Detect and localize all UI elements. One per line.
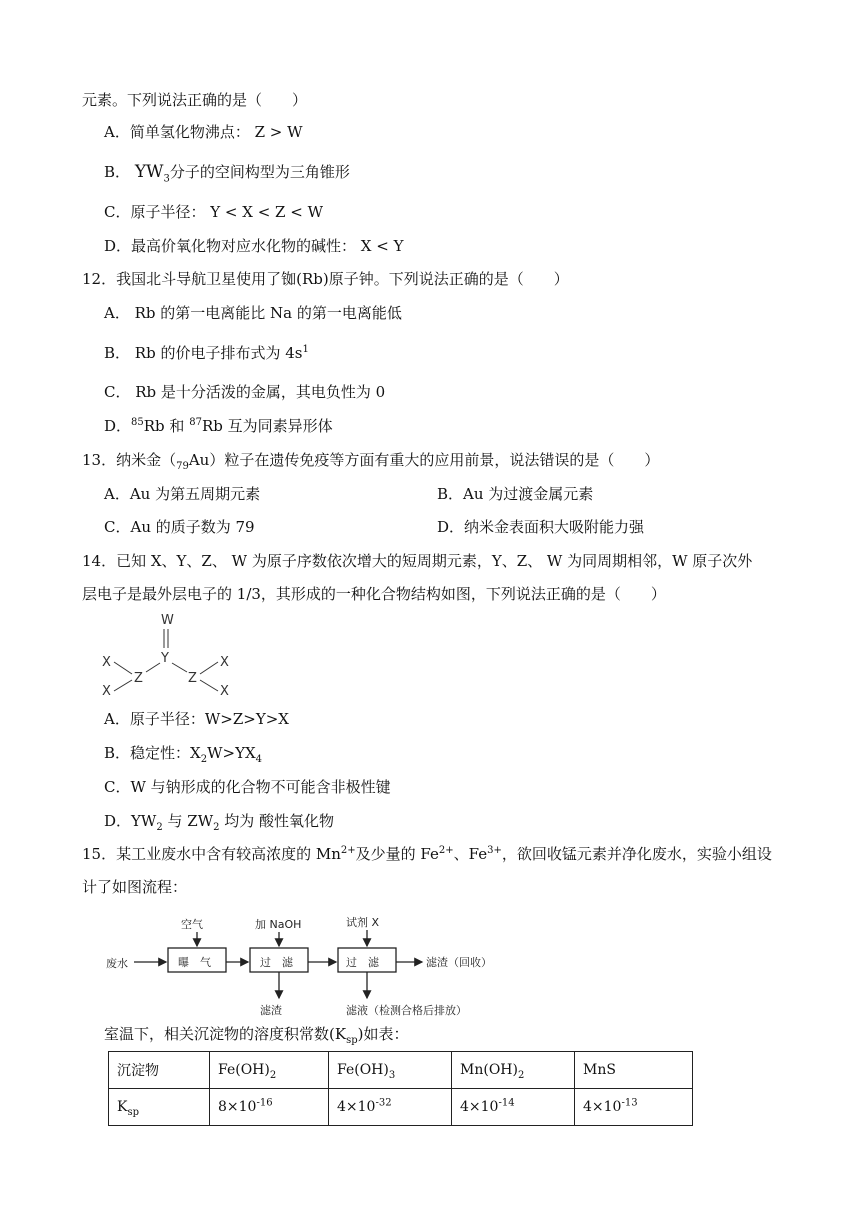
superscript: -32 (375, 1097, 392, 1109)
option-text: W 与钠形成的化合物不可能含非极性键 (130, 778, 391, 796)
option-letter: B． (104, 344, 131, 362)
table-cell (210, 1089, 329, 1126)
q11-option-d (104, 235, 404, 257)
option-text: Rb 的价电子排布式为 4s (130, 344, 303, 362)
option-letter: D． (104, 417, 132, 435)
q13-stem (82, 449, 659, 471)
q11-stem-tail: 元素。下列说法正确的是（ ） (82, 91, 308, 109)
table-row (109, 1089, 693, 1126)
flow-box1-top-label: 空气 (181, 918, 203, 931)
superscript: 3+ (487, 845, 502, 856)
superscript: -14 (498, 1097, 515, 1109)
superscript: 87 (189, 417, 202, 428)
table-row (109, 1052, 693, 1089)
subscript: sp (346, 1035, 358, 1046)
ksp-table (108, 1051, 693, 1126)
option-letter: B． (437, 485, 464, 503)
cell-text: 4×10 (583, 1099, 622, 1115)
option-letter: C． (104, 518, 131, 536)
q13-option-c (104, 516, 255, 538)
atom-z-right: Z (188, 671, 197, 686)
subscript: 79 (176, 461, 189, 472)
q12-stem: 12．我国北斗导航卫星使用了铷(Rb)原子钟。下列说法正确的是（ ） (82, 270, 569, 288)
flow-box3-label: 过 滤 (346, 956, 379, 969)
stem-text: Au）粒子在遗传免疫等方面有重大的应用前景，说法错误的是（ ） (188, 451, 660, 469)
subscript: 2 (213, 822, 220, 833)
bond (146, 663, 160, 672)
option-text: 均为 酸性氧化物 (219, 812, 335, 830)
option-text: Au 为过渡金属元素 (463, 485, 594, 503)
flow-box3-bottom-label: 滤液（检测合格后排放） (346, 1004, 467, 1016)
option-text: 与 ZW (162, 812, 214, 830)
q14-option-b (104, 742, 262, 764)
cell-text: 8×10 (218, 1099, 257, 1115)
q15-stem-line2: 计了如图流程： (82, 878, 188, 896)
table-cell (329, 1089, 452, 1126)
option-letter: B． (104, 744, 131, 762)
superscript: 2+ (340, 845, 356, 856)
option-letter: A． (104, 304, 130, 322)
flow-box3-right-label: 滤渣（回收） (426, 956, 492, 969)
superscript: 1 (302, 344, 309, 355)
option-text: Au 为第五周期元素 (129, 485, 261, 503)
atom-z-left: Z (134, 671, 143, 686)
subscript: 2 (517, 1069, 525, 1081)
option-text: Rb 的第一电离能比 Na 的第一电离能低 (129, 304, 402, 322)
q14-stem-line1: 14．已知 X、Y、Z、 W 为原子序数依次增大的短周期元素，Y、Z、 W 为同周期相邻，W 原子次外 (82, 552, 753, 570)
q12-option-d (104, 415, 333, 437)
superscript: -13 (621, 1097, 638, 1109)
subscript: 2 (269, 1069, 277, 1081)
atom-x-2: X (102, 684, 111, 699)
option-text: 最高价氧化物对应水化物的碱性： X < Y (131, 237, 404, 255)
subscript: 3 (388, 1069, 396, 1081)
q12-option-a (104, 302, 402, 324)
atom-x-4: X (220, 684, 229, 699)
table-header-cell (109, 1052, 210, 1089)
subscript: sp (127, 1106, 140, 1118)
option-letter: D． (104, 812, 132, 830)
option-text: Rb 和 (143, 417, 190, 435)
option-text: 纳米金表面积大吸附能力强 (464, 518, 645, 536)
atom-x-1: X (102, 655, 111, 670)
option-text: Rb 互为同素异形体 (201, 417, 333, 435)
q15-flow-diagram (100, 912, 520, 1016)
q13-option-d (437, 516, 644, 538)
q11-option-c (104, 201, 323, 223)
q14-structure-diagram (96, 610, 246, 705)
cell-text: K (117, 1099, 128, 1115)
option-letter: C． (104, 383, 131, 401)
superscript: 85 (131, 417, 144, 428)
cell-text: 4×10 (460, 1099, 499, 1115)
option-text: YW (131, 812, 157, 830)
cell-text: MnS (583, 1062, 616, 1078)
q14-option-c (104, 776, 391, 798)
option-letter: D． (437, 518, 465, 536)
flow-box2-label: 过 滤 (260, 956, 293, 969)
subscript: 2 (200, 754, 208, 765)
table-cell (575, 1089, 693, 1126)
option-text: Rb 是十分活泼的金属，其电负性为 0 (130, 383, 386, 401)
option-text: Au 的质子数为 79 (130, 518, 255, 536)
bond (114, 662, 132, 674)
option-text: 原子半径： Y < X < Z < W (130, 203, 323, 221)
option-letter: C． (104, 778, 131, 796)
flow-input-label: 废水 (106, 957, 128, 970)
formula-sub: 3 (163, 173, 170, 185)
intro-text: )如表： (357, 1025, 409, 1043)
atom-w: W (161, 613, 174, 628)
stem-text: 13．纳米金（ (82, 451, 177, 469)
stem-text: 、Fe (453, 845, 488, 863)
table-cell (452, 1089, 575, 1126)
q15-table-intro (104, 1023, 408, 1045)
option-letter: C． (104, 203, 131, 221)
q14-option-a (104, 708, 289, 730)
cell-text: 4×10 (337, 1099, 376, 1115)
atom-y: Y (161, 651, 169, 666)
q12-option-c (104, 381, 385, 403)
cell-text: Mn(OH) (460, 1062, 518, 1078)
flow-box2-bottom-label: 滤渣 (260, 1004, 282, 1016)
option-text: 分子的空间构型为三角锥形 (169, 163, 350, 181)
stem-text: 及少量的 Fe (355, 845, 439, 863)
option-text: 原子半径：W>Z>Y>X (129, 710, 289, 728)
stem-text: 15．某工业废水中含有较高浓度的 Mn (82, 845, 341, 863)
intro-text: 室温下，相关沉淀物的溶度积常数(K (104, 1025, 347, 1043)
table-header-cell (575, 1052, 693, 1089)
bond (200, 680, 218, 691)
flow-box3-top-label: 试剂 X (346, 916, 380, 929)
table-row-label (109, 1089, 210, 1126)
option-text: 稳定性：X (130, 744, 201, 762)
bond (200, 662, 218, 674)
q13-option-a (104, 483, 260, 505)
superscript: 2+ (438, 845, 454, 856)
q14-stem-line2: 层电子是最外层电子的 1/3，其形成的一种化合物结构如图，下列说法正确的是（ ） (82, 585, 666, 603)
option-letter: A． (104, 485, 130, 503)
stem-text: ，欲回收锰元素并净化废水，实验小组设 (501, 845, 772, 863)
q15-stem-line1 (82, 843, 772, 865)
subscript: 2 (156, 822, 163, 833)
table-header-cell (452, 1052, 575, 1089)
option-letter: B． (104, 163, 131, 181)
cell-text: Fe(OH) (337, 1062, 389, 1078)
cell-text: 沉淀物 (117, 1063, 159, 1079)
option-letter: A． (104, 123, 130, 141)
cell-text: Fe(OH) (218, 1062, 270, 1078)
flow-box1-label: 曝 气 (178, 956, 211, 969)
formula-yw3 (134, 162, 170, 185)
formula-base: YW (134, 162, 164, 182)
option-letter: A． (104, 710, 130, 728)
q14-option-d (104, 810, 334, 832)
table-header-cell (329, 1052, 452, 1089)
flow-box2-top-label: 加 NaOH (255, 918, 302, 931)
atom-x-3: X (220, 655, 229, 670)
option-text: W>YX (207, 744, 256, 762)
q12-option-b (104, 342, 309, 364)
bond (114, 680, 132, 691)
q13-option-b (437, 483, 593, 505)
bond (172, 663, 187, 672)
option-letter: D． (104, 237, 132, 255)
table-header-cell (210, 1052, 329, 1089)
superscript: -16 (256, 1097, 273, 1109)
option-text: 简单氢化物沸点： Z > W (129, 123, 303, 141)
subscript: 4 (255, 754, 263, 765)
q11-option-b (104, 161, 350, 183)
q11-option-a (104, 121, 303, 143)
